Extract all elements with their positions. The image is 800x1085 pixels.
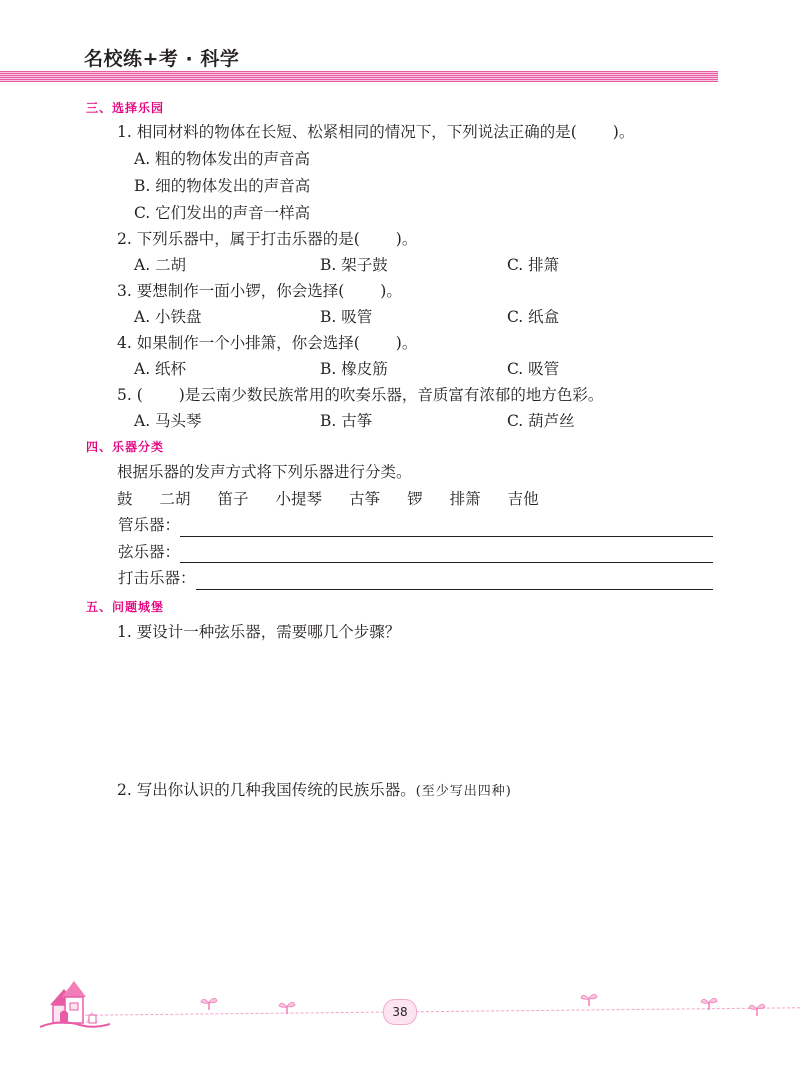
- q3-stem-end: )。: [380, 282, 402, 300]
- sprout-icon: [200, 994, 218, 1010]
- q1-stem-text: 1. 相同材料的物体在长短、松紧相同的情况下，下列说法正确的是(: [117, 123, 577, 141]
- section-5-q2-note: (至少写出四种): [415, 784, 512, 799]
- q3-stem-text: 3. 要想制作一面小锣，你会选择(: [117, 282, 345, 300]
- section-4-title: 四、乐器分类: [86, 440, 165, 454]
- page-number: 38: [383, 999, 417, 1025]
- percussion-label: 打击乐器：: [118, 569, 196, 587]
- sprout-icon: [580, 990, 598, 1006]
- q4-stem: [117, 333, 417, 353]
- q4-stem-end: )。: [395, 334, 418, 352]
- q1-stem: [117, 122, 634, 142]
- q5-option-b: B. 古筝: [320, 412, 373, 430]
- q4-option-a: A. 纸杯: [134, 360, 187, 378]
- page-header-title: 名校练+考 · 科学: [84, 48, 240, 70]
- footer-dashed-line: [60, 1007, 800, 1016]
- instrument-item: 排箫: [449, 490, 481, 508]
- sprout-icon: [700, 994, 718, 1010]
- q5-option-c: C. 葫芦丝: [507, 412, 575, 430]
- q3-option-a: A. 小铁盘: [134, 308, 202, 326]
- q5-stem-start: 5. (: [117, 386, 143, 404]
- instrument-item: 小提琴: [275, 490, 323, 508]
- string-answer-line[interactable]: [180, 562, 713, 563]
- section-5-q1: 1. 要设计一种弦乐器，需要哪几个步骤？: [117, 623, 401, 641]
- q2-stem-text: 2. 下列乐器中，属于打击乐器的是(: [117, 230, 360, 248]
- percussion-answer-line[interactable]: [196, 589, 713, 590]
- q4-option-b: B. 橡皮筋: [320, 360, 388, 378]
- q3-option-c: C. 纸盒: [507, 308, 560, 326]
- q1-option-b: B. 细的物体发出的声音高: [134, 177, 311, 195]
- q1-option-a: A. 粗的物体发出的声音高: [134, 150, 311, 168]
- q2-stem: [117, 229, 417, 249]
- wind-label: 管乐器：: [118, 516, 181, 534]
- q3-stem: [117, 281, 402, 301]
- wind-answer-line[interactable]: [180, 536, 713, 537]
- sprout-icon: [278, 998, 296, 1014]
- instrument-item: 锣: [407, 490, 423, 508]
- section-5-title: 五、问题城堡: [86, 600, 165, 614]
- q5-stem-text: )是云南少数民族常用的吹奏乐器，音质富有浓郁的地方色彩。: [178, 386, 604, 404]
- instrument-item: 二胡: [159, 490, 191, 508]
- q4-option-c: C. 吸管: [507, 360, 560, 378]
- sprout-icon: [748, 1000, 766, 1016]
- section-5-q2: [117, 780, 512, 802]
- header-stripe: [0, 71, 718, 82]
- section-4-instruction: 根据乐器的发声方式将下列乐器进行分类。: [117, 463, 412, 481]
- string-label: 弦乐器：: [118, 543, 181, 561]
- instrument-list: [117, 489, 566, 509]
- q3-option-b: B. 吸管: [320, 308, 373, 326]
- house-icon: [40, 975, 110, 1035]
- q2-option-b: B. 架子鼓: [320, 256, 388, 274]
- q1-option-c: C. 它们发出的声音一样高: [134, 204, 311, 222]
- instrument-item: 鼓: [117, 490, 133, 508]
- instrument-item: 古筝: [349, 490, 381, 508]
- q1-stem-end: )。: [612, 123, 635, 141]
- q2-option-c: C. 排箫: [507, 256, 560, 274]
- q2-stem-end: )。: [395, 230, 418, 248]
- q5-stem: [117, 385, 603, 405]
- q4-stem-text: 4. 如果制作一个小排箫，你会选择(: [117, 334, 360, 352]
- instrument-item: 笛子: [217, 490, 249, 508]
- instrument-item: 吉他: [507, 490, 539, 508]
- q2-option-a: A. 二胡: [134, 256, 187, 274]
- section-3-title: 三、选择乐园: [86, 101, 165, 115]
- section-5-q2-text: 2. 写出你认识的几种我国传统的民族乐器。: [117, 781, 416, 799]
- q5-option-a: A. 马头琴: [134, 412, 202, 430]
